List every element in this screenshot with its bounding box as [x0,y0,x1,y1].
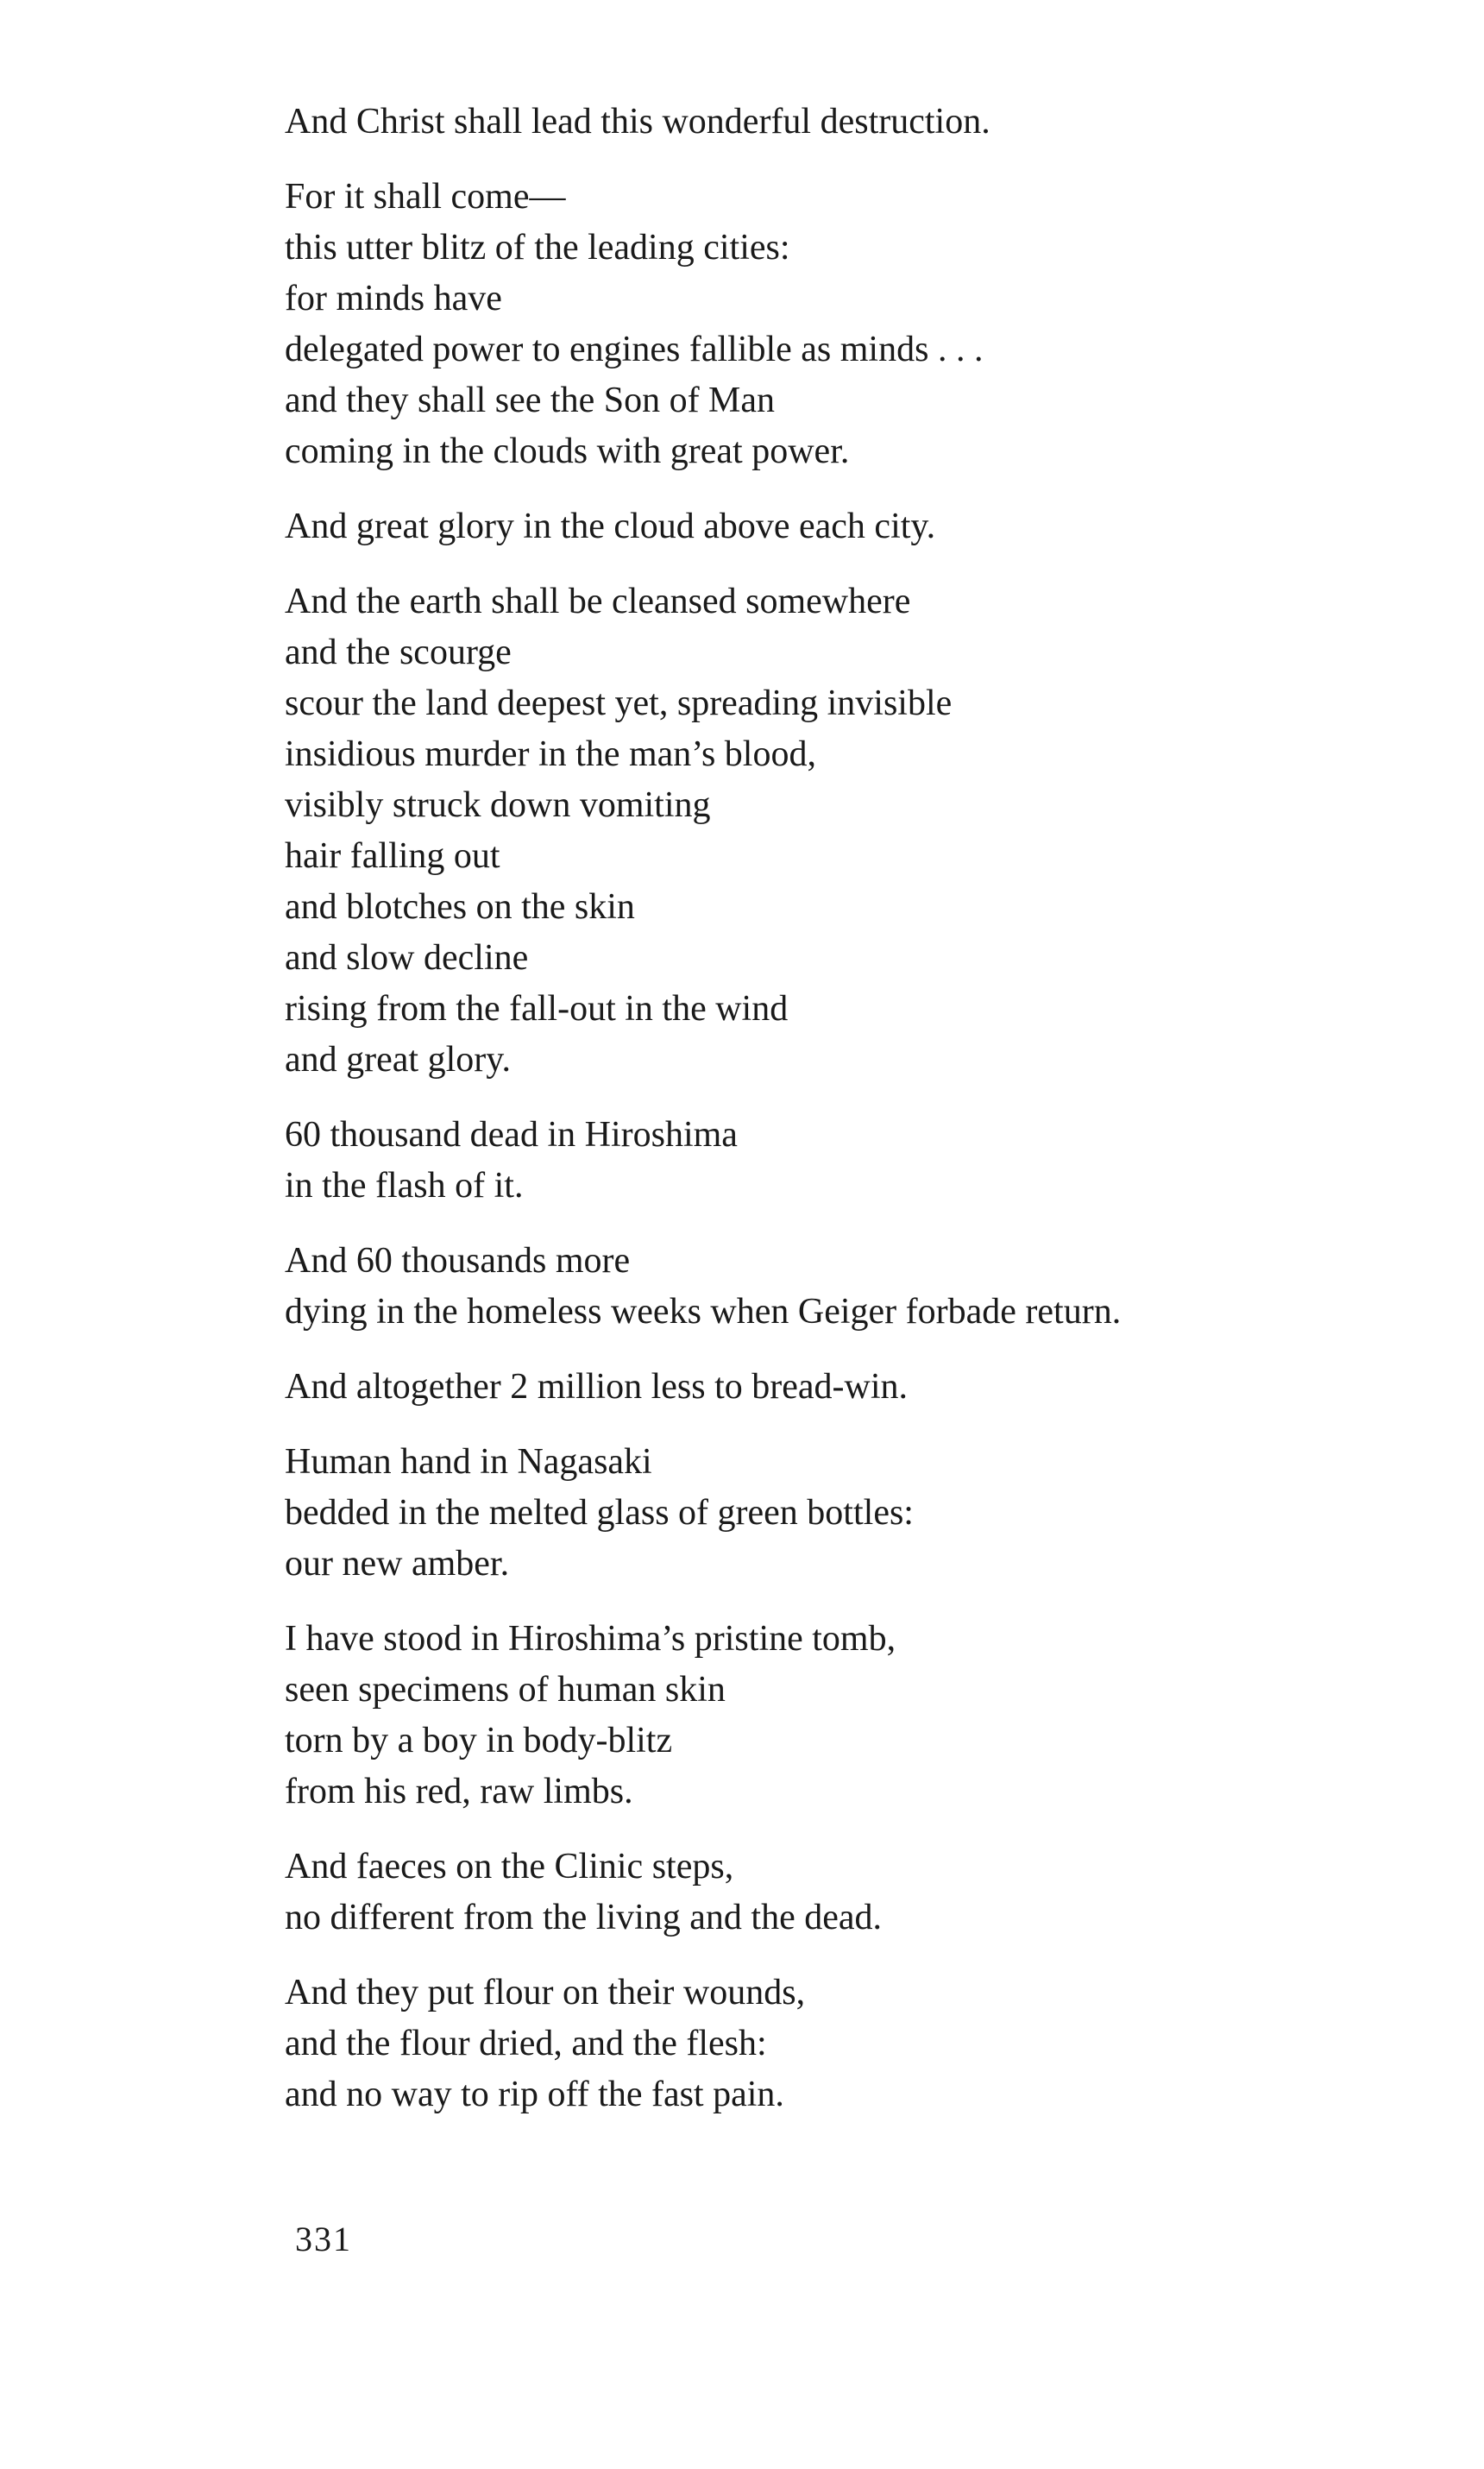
poem-line: hair falling out [285,836,500,876]
poem-line: and they shall see the Son of Man [285,381,776,420]
stanza [285,1614,1432,1817]
poem-line: rising from the fall-out in the wind [285,989,789,1029]
poem-line: And great glory in the cloud above each city. [285,507,936,546]
poem-line: and blotches on the skin [285,887,635,927]
poem-line: Human hand in Nagasaki [285,1442,652,1482]
stanza [285,1968,1432,2120]
poem-line: coming in the clouds with great power. [285,431,850,471]
stanza [285,97,1432,148]
poem-line: and the flour dried, and the flesh: [285,2024,767,2063]
poem-text [285,97,1432,2145]
poem-line: visibly struck down vomiting [285,785,711,825]
page-number: 331 [295,2220,352,2258]
stanza [285,1437,1432,1590]
poem-line: And the earth shall be cleansed somewhere [285,582,911,621]
poem-line: seen specimens of human skin [285,1670,726,1710]
stanza [285,1110,1432,1212]
poem-line: and slow decline [285,938,529,978]
poem-line: for minds have [285,279,502,318]
poem-line: I have stood in Hiroshima’s pristine tomb, [285,1619,896,1659]
poem-line: And they put flour on their wounds, [285,1973,806,2012]
stanza [285,576,1432,1086]
stanza [285,172,1432,477]
poem-line: And Christ shall lead this wonderful destruction. [285,102,990,142]
stanza [285,1236,1432,1338]
poem-line: And faeces on the Clinic steps, [285,1847,734,1886]
poem-line: from his red, raw limbs. [285,1772,633,1811]
poem-line: scour the land deepest yet, spreading invisible [285,683,953,723]
poem-line: For it shall come— [285,177,566,217]
poem-line: 60 thousand dead in Hiroshima [285,1115,738,1155]
stanza [285,1842,1432,1943]
poem-line: torn by a boy in body-blitz [285,1721,673,1760]
poem-line: our new amber. [285,1544,510,1584]
poem-line: this utter blitz of the leading cities: [285,228,790,268]
stanza [285,501,1432,552]
poem-line: and no way to rip off the fast pain. [285,2075,784,2114]
poem-line: And altogether 2 million less to bread-win. [285,1367,909,1407]
poem-line: and great glory. [285,1040,512,1080]
poem-line: insidious murder in the man’s blood, [285,734,816,774]
poem-line: And 60 thousands more [285,1241,631,1281]
poem-line: and the scourge [285,633,512,672]
poem-line: no different from the living and the dead. [285,1898,883,1937]
poem-line: dying in the homeless weeks when Geiger forbade return. [285,1292,1122,1332]
stanza [285,1362,1432,1413]
poem-line: in the flash of it. [285,1166,524,1206]
poem-line: delegated power to engines fallible as minds . . . [285,330,984,369]
poem-line: bedded in the melted glass of green bottles: [285,1493,914,1533]
